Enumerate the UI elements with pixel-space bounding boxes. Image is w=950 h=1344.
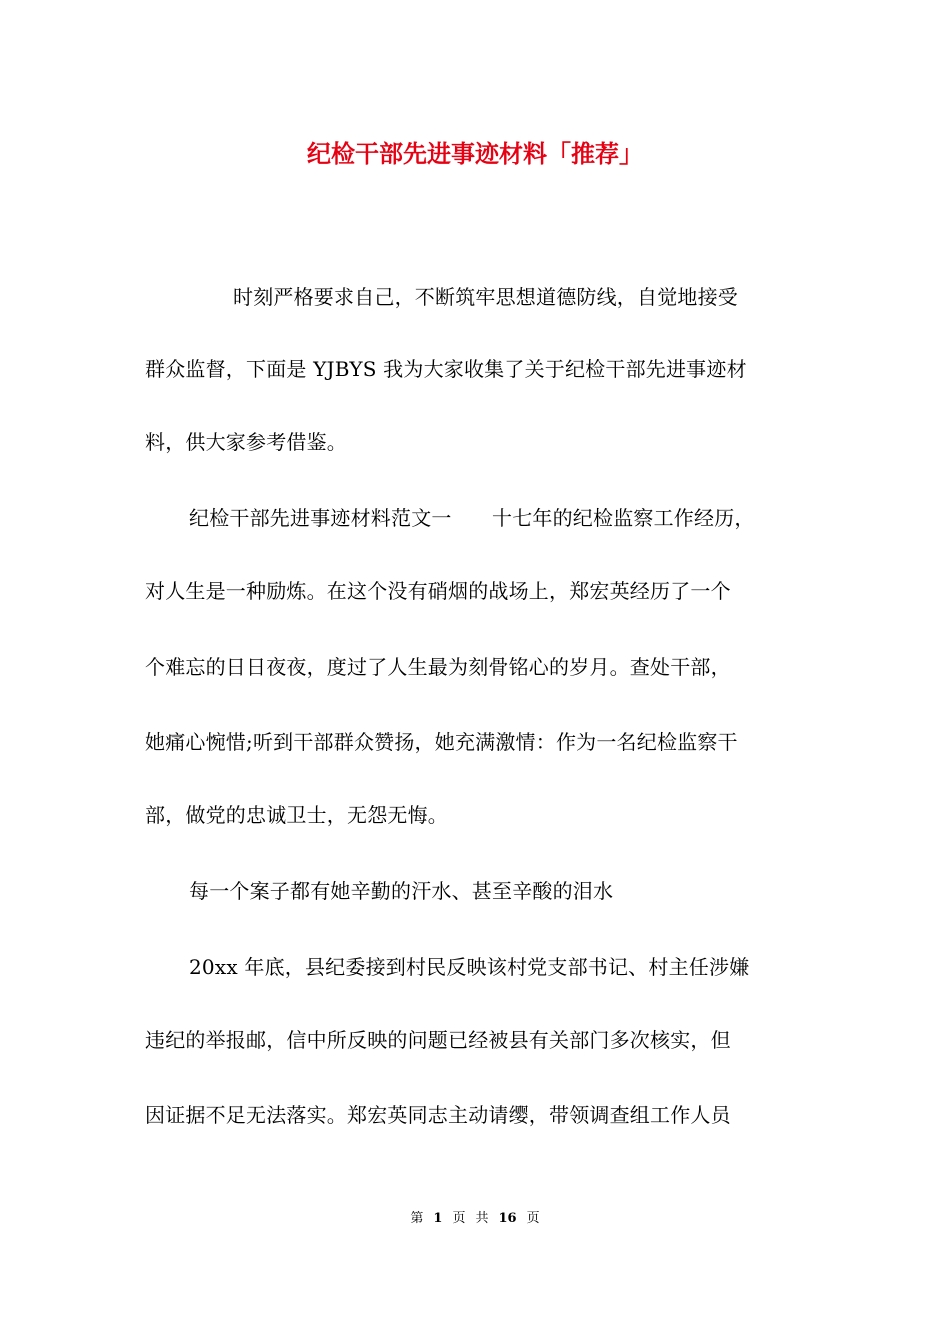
paragraph-line: 部，做党的忠诚卫士，无怨无悔。 [145,803,448,827]
paragraph-line: 个难忘的日日夜夜，度过了人生最为刻骨铭心的岁月。查处干部， [145,655,731,679]
paragraph-line: 料，供大家参考借鉴。 [145,430,347,454]
paragraph-line: 她痛心惋惜;听到干部群众赞扬，她充满激情：作为一名纪检监察干 [145,730,738,754]
paragraph-line: 对人生是一种励炼。在这个没有硝烟的战场上，郑宏英经历了一个 [145,579,731,603]
paragraph-line: 时刻严格要求自己，不断筑牢思想道德防线，自觉地接受 [233,285,738,309]
page-number: 1 [433,1211,443,1226]
paragraph-line: 因证据不足无法落实。郑宏英同志主动请缨，带领调查组工作人员 [145,1103,731,1127]
paragraph-line: 违纪的举报邮，信中所反映的问题已经被县有关部门多次核实，但 [145,1028,731,1052]
document-title: 纪检干部先进事迹材料「推荐」 [307,139,643,168]
total-unit: 页 [526,1211,540,1226]
paragraph-line: 群众监督，下面是 YJBYS 我为大家收集了关于纪检干部先进事迹材 [145,357,747,381]
page-footer [0,1209,950,1229]
paragraph-line: 纪检干部先进事迹材料范文一 十七年的纪检监察工作经历， [189,506,755,530]
paragraph-line: 20xx 年底，县纪委接到村民反映该村党支部书记、村主任涉嫌 [189,955,750,979]
page-label: 第 [410,1211,424,1226]
total-label: 共 [475,1211,489,1226]
section-heading: 每一个案子都有她辛勤的汗水、甚至辛酸的泪水 [189,879,614,903]
page-unit: 页 [452,1211,466,1226]
total-pages: 16 [498,1211,517,1226]
